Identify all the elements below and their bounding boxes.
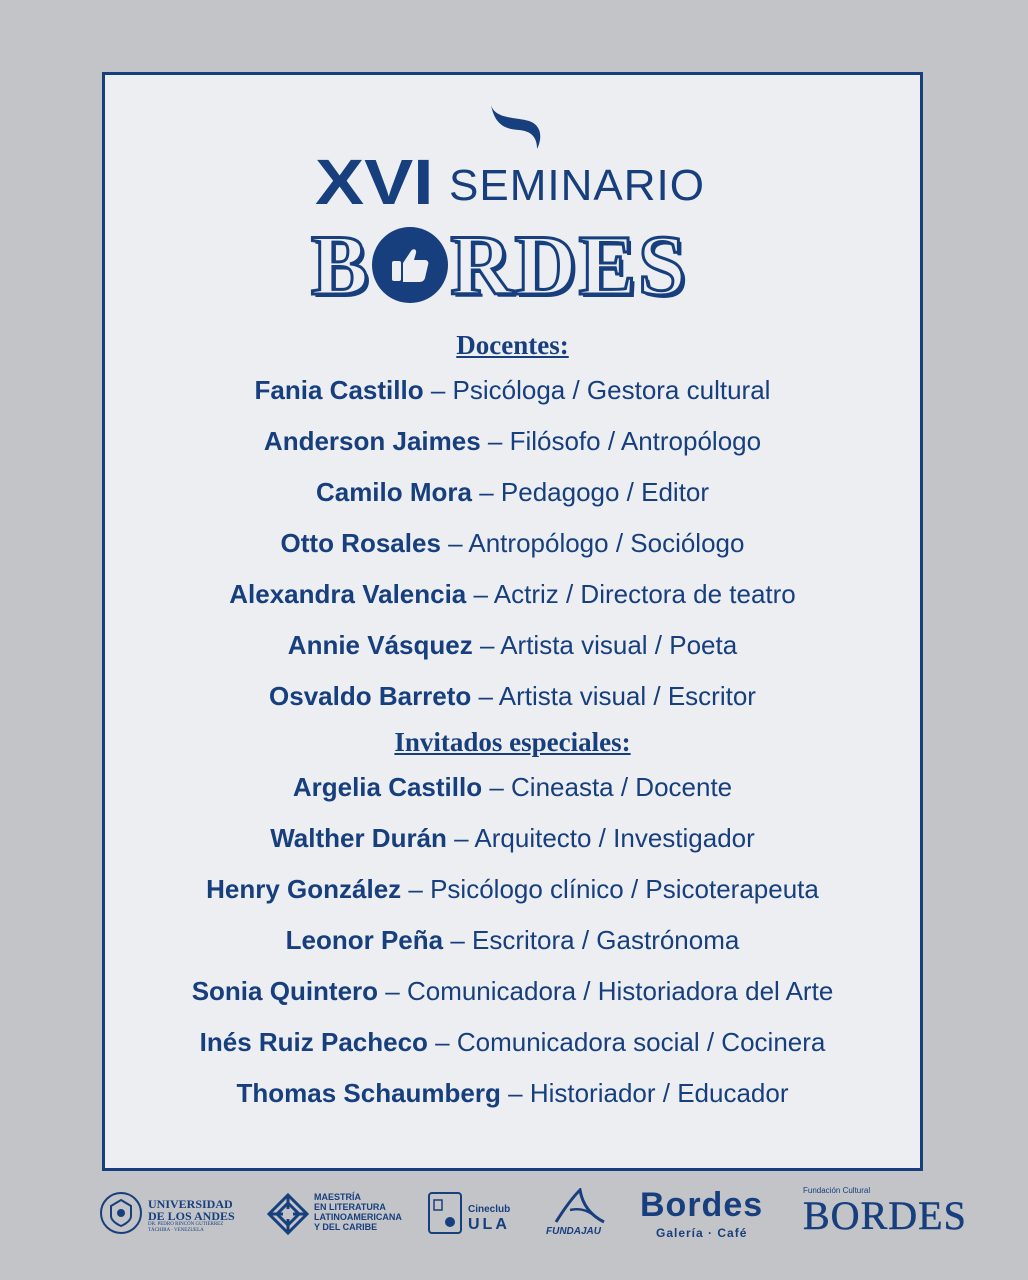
bordes-letter-s: S xyxy=(637,217,688,313)
person-name: Anderson Jaimes xyxy=(263,426,481,456)
person-roles: – Psicóloga / Gestora cultural xyxy=(423,375,771,405)
person-roles: – Historiador / Educador xyxy=(500,1078,789,1108)
cineclub-logo xyxy=(428,1186,528,1246)
ula-line3: DR. PEDRO RINCÓN GUTIÉRREZ xyxy=(148,1222,224,1227)
person-roles: – Antropólogo / Sociólogo xyxy=(440,528,745,558)
person-row xyxy=(105,620,920,671)
person-name: Osvaldo Barreto xyxy=(269,681,472,711)
person-name: Walther Durán xyxy=(270,823,447,853)
fundacion-bordes-logo xyxy=(803,1186,967,1246)
maestria-line2: EN LITERATURA xyxy=(314,1202,386,1212)
section-title-invitados: Invitados especiales: xyxy=(394,727,631,757)
seminar-word: SEMINARIO xyxy=(449,161,705,210)
person-row xyxy=(105,467,920,518)
participants-list xyxy=(105,325,920,1119)
bordes-logotype xyxy=(311,217,688,313)
person-name: Annie Vásquez xyxy=(287,630,473,660)
person-row xyxy=(105,1017,920,1068)
person-roles: – Filósofo / Antropólogo xyxy=(480,426,762,456)
person-roles: – Escritora / Gastrónoma xyxy=(443,925,740,955)
person-row xyxy=(105,915,920,966)
person-roles: – Artista visual / Poeta xyxy=(472,630,738,660)
ula-line1: UNIVERSIDAD xyxy=(148,1197,233,1211)
person-roles: – Cineasta / Docente xyxy=(482,772,733,802)
swoosh-ornament xyxy=(485,103,545,153)
bordes-cafe-name: Bordes xyxy=(640,1186,764,1224)
person-roles: – Artista visual / Escritor xyxy=(471,681,756,711)
person-name: Alexandra Valencia xyxy=(229,579,467,609)
person-name: Sonia Quintero xyxy=(191,976,379,1006)
person-roles: – Psicólogo clínico / Psicoterapeuta xyxy=(401,874,819,904)
maestria-logo xyxy=(266,1186,406,1246)
person-row xyxy=(105,416,920,467)
person-roles: – Comunicadora social / Cocinera xyxy=(427,1027,826,1057)
person-row xyxy=(105,671,920,722)
fundajau-label: FUNDAJAU xyxy=(546,1226,601,1237)
person-name: Fania Castillo xyxy=(254,375,424,405)
maestria-line1: MAESTRÍA xyxy=(314,1192,361,1202)
cineclub-ula: ULA xyxy=(468,1216,510,1233)
ula-line4: TÁCHIRA · VENEZUELA xyxy=(148,1228,204,1233)
person-name: Inés Ruiz Pacheco xyxy=(199,1027,428,1057)
bordes-letter-d: D xyxy=(514,217,579,313)
person-name: Argelia Castillo xyxy=(292,772,483,802)
person-row xyxy=(105,762,920,813)
person-name: Henry González xyxy=(206,874,402,904)
person-roles: – Arquitecto / Investigador xyxy=(446,823,755,853)
fundacion-label: Fundación Cultural xyxy=(803,1186,871,1195)
person-row xyxy=(105,365,920,416)
bordes-letter-b: B xyxy=(311,217,371,313)
poster-frame xyxy=(102,72,923,1171)
person-name: Otto Rosales xyxy=(280,528,441,558)
section-title-docentes: Docentes: xyxy=(456,330,569,360)
thumbs-up-icon xyxy=(372,227,448,303)
person-name: Thomas Schaumberg xyxy=(236,1078,501,1108)
fundajau-logo xyxy=(546,1186,616,1246)
cineclub-label: Cineclub xyxy=(468,1204,511,1215)
person-row xyxy=(105,1068,920,1119)
person-roles: – Comunicadora / Historiadora del Arte xyxy=(378,976,834,1006)
edition-numeral: XVI xyxy=(315,146,434,218)
person-roles: – Actriz / Directora de teatro xyxy=(466,579,796,609)
person-row xyxy=(105,569,920,620)
person-row xyxy=(105,966,920,1017)
bordes-cafe-logo xyxy=(640,1186,780,1246)
person-name: Camilo Mora xyxy=(315,477,472,507)
fundajau-mark-icon xyxy=(552,1188,608,1226)
sponsor-logos xyxy=(100,1186,967,1246)
person-name: Leonor Peña xyxy=(285,925,444,955)
ula-crest-icon xyxy=(100,1192,142,1234)
maestria-line4: Y DEL CARIBE xyxy=(314,1222,378,1232)
bordes-letter-e: E xyxy=(578,217,638,313)
ula-line2: DE LOS ANDES xyxy=(148,1209,235,1223)
person-row xyxy=(105,864,920,915)
person-row xyxy=(105,518,920,569)
maestria-knot-icon xyxy=(266,1192,310,1236)
bordes-letter-r: R xyxy=(450,217,515,313)
fundacion-bordes-word: BORDES xyxy=(803,1193,967,1238)
maestria-line3: LATINOAMERICANA xyxy=(314,1212,402,1222)
poster-header xyxy=(105,75,920,325)
person-row xyxy=(105,813,920,864)
bordes-cafe-tagline: Galería · Café xyxy=(656,1226,748,1240)
film-frame-icon xyxy=(428,1192,462,1234)
person-roles: – Pedagogo / Editor xyxy=(471,477,710,507)
ula-logo xyxy=(100,1186,250,1246)
